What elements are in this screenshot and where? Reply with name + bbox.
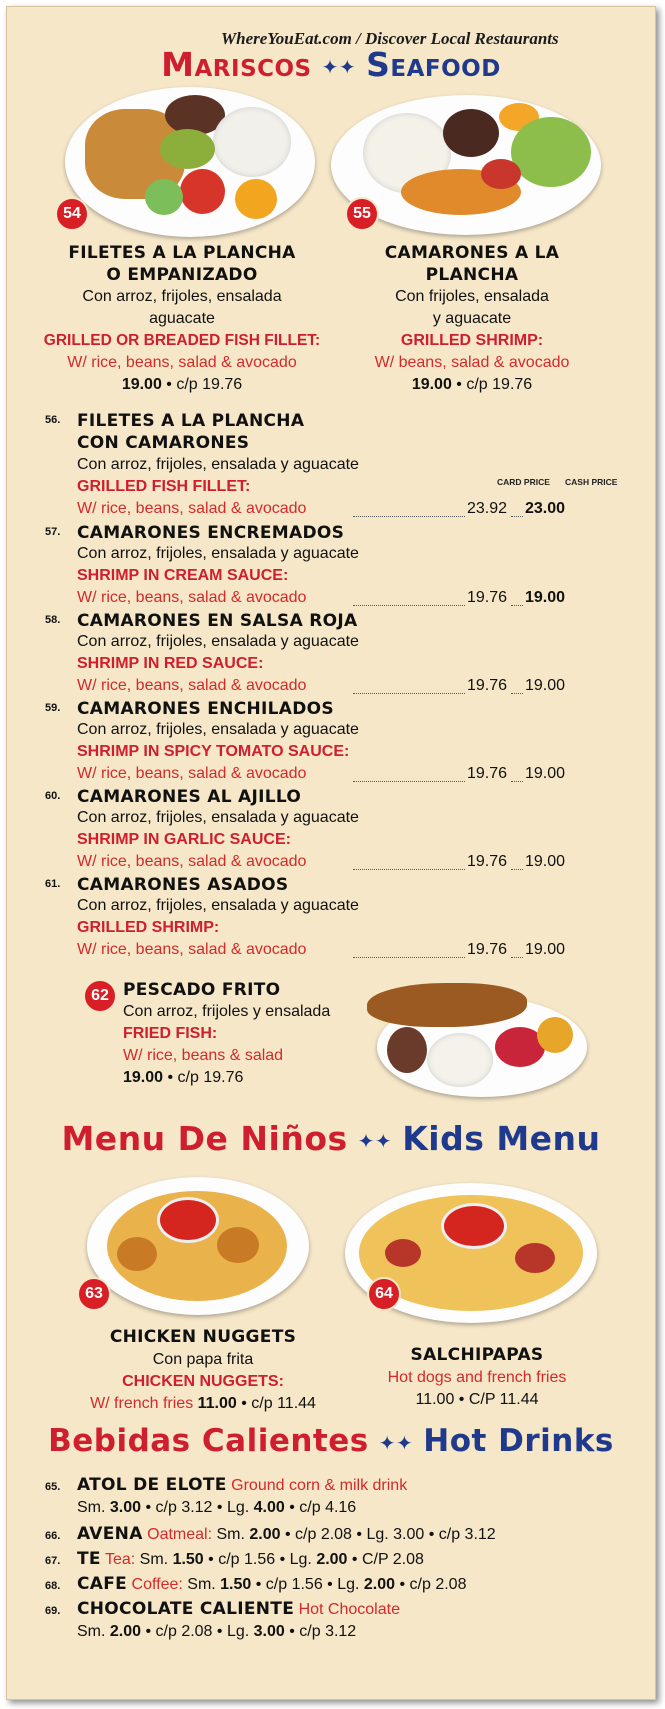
item-name: CAFE [77, 1574, 128, 1594]
item-price: W/ french fries 11.00 • c/p 11.44 [90, 1395, 316, 1412]
watermark: WhereYouEat.com / Discover Local Restaurants [221, 29, 559, 48]
cash-price: 19.00 [525, 853, 566, 870]
featured-item-55 [337, 242, 607, 396]
cash-price-header: CASH PRICE [565, 477, 618, 487]
drink-prices: Sm. 2.00 • c/p 2.08 • Lg. 3.00 • c/p 3.12 [77, 1623, 357, 1640]
cash-price: 19.00 [525, 677, 566, 694]
item-name: FILETES A LA PLANCHA [77, 411, 305, 431]
item-name: TE [77, 1549, 101, 1569]
kids-section-title [7, 1119, 655, 1158]
item-number-badge: 55 [345, 197, 379, 231]
item-description: Con arroz, frijoles, ensalada y aguacate [77, 633, 359, 650]
menu-item-57 [45, 523, 625, 611]
item-number: 58. [45, 614, 61, 626]
kids-item-64 [357, 1343, 597, 1411]
item-price: 11.00 • C/P 11.44 [415, 1391, 539, 1408]
drink-item-67: 67. TE Tea: Sm. 1.50 • c/p 1.56 • Lg. 2.00 • C/P 2.08 [45, 1549, 424, 1569]
kids-item-63 [53, 1325, 353, 1415]
item-number: 61. [45, 878, 61, 890]
drink-item-68: 68. CAFE Coffee: Sm. 1.50 • c/p 1.56 • Lg. 2.00 • c/p 2.08 [45, 1574, 467, 1594]
item-english-name: GRILLED SHRIMP: [77, 919, 220, 936]
stars-icon: ✦✦ [378, 1430, 414, 1455]
item-name: CAMARONES ENCHILADOS [77, 699, 334, 719]
item-english-name: SHRIMP IN CREAM SAUCE: [77, 567, 289, 584]
item-name: ATOL DE ELOTE [77, 1475, 227, 1495]
item-english-name: Ground corn & milk drink [231, 1477, 408, 1494]
menu-item-58 [45, 611, 625, 699]
item-name: CAMARONES ENCREMADOS [77, 523, 345, 543]
item-english-description: W/ beans, salad & avocado [374, 354, 570, 371]
item-number: 60. [45, 790, 61, 802]
item-english-name: FRIED FISH: [123, 1025, 218, 1042]
item-english-name: CHICKEN NUGGETS: [122, 1373, 284, 1390]
item-name: CAMARONES AL AJILLO [77, 787, 302, 807]
chicken-nuggets-plate-image [87, 1177, 309, 1315]
section-title-english: Seafood [366, 45, 501, 84]
menu-item-61 [45, 875, 625, 963]
price-leader [511, 767, 523, 782]
cash-price: 19.00 [525, 765, 566, 782]
cash-price: 19.00 [525, 941, 566, 958]
item-name: PESCADO FRITO [123, 980, 281, 1000]
item-price: 19.00 • c/p 19.76 [121, 376, 243, 393]
item-english-description: W/ rice, beans, salad & avocado [77, 941, 307, 958]
hot-drinks-section-title [7, 1423, 655, 1459]
section-title-english: Kids Menu [402, 1119, 601, 1158]
item-number: 67. [45, 1555, 61, 1567]
item-description: Con arroz, frijoles, ensalada y aguacate [77, 897, 359, 914]
seafood-section-title [7, 45, 655, 84]
item-english-name: SHRIMP IN RED SAUCE: [77, 655, 264, 672]
price-leader [511, 591, 523, 606]
item-number: 57. [45, 526, 61, 538]
item-number: 56. [45, 414, 61, 426]
item-description: Con arroz, frijoles, ensalada y aguacate [77, 456, 359, 473]
stars-icon: ✦✦ [357, 1128, 393, 1153]
item-english-name: Oatmeal: [147, 1526, 213, 1543]
item-english-name: Tea: [104, 1551, 136, 1568]
item-price: 19.00 • c/p 19.76 [411, 376, 533, 393]
item-name: PLANCHA [425, 265, 519, 285]
item-english-description: W/ rice, beans, salad & avocado [77, 853, 307, 870]
menu-item-62 [123, 979, 330, 1089]
card-price: 19.76 [467, 765, 508, 782]
item-description: Con frijoles, ensalada [395, 288, 549, 305]
item-price: 19.00 • c/p 19.76 [123, 1069, 244, 1086]
item-description: Con arroz, frijoles, ensalada y aguacate [77, 721, 359, 738]
item-english-name: GRILLED OR BREADED FISH FILLET: [43, 332, 321, 349]
price-leader [353, 502, 465, 517]
item-number: 65. [45, 1481, 61, 1493]
item-description: Con arroz, frijoles, ensalada y aguacate [77, 809, 359, 826]
card-price: 19.76 [467, 941, 508, 958]
price-leader [511, 502, 523, 517]
item-number-badge: 54 [55, 197, 89, 231]
section-title-spanish: Mariscos [161, 45, 312, 84]
price-leader [511, 943, 523, 958]
item-description: Con arroz, frijoles, ensalada y aguacate [77, 545, 359, 562]
item-name: CAMARONES EN SALSA ROJA [77, 611, 358, 631]
price-leader [511, 679, 523, 694]
item-description: Con arroz, frijoles y ensalada [123, 1003, 331, 1020]
drink-item-66: 66. AVENA Oatmeal: Sm. 2.00 • c/p 2.08 • Lg. 3.00 • c/p 3.12 [45, 1524, 496, 1544]
item-name: CAMARONES A LA [384, 243, 560, 263]
drink-item-69 [45, 1599, 400, 1619]
price-leader [353, 943, 465, 958]
item-name: O EMPANIZADO [106, 265, 258, 285]
price-leader [353, 855, 465, 870]
drink-item-65 [45, 1475, 407, 1495]
item-english-description: W/ rice, beans, salad & avocado [67, 354, 297, 371]
item-number: 59. [45, 702, 61, 714]
item-english-name: GRILLED FISH FILLET: [77, 478, 251, 495]
price-leader [511, 855, 523, 870]
item-english-description: Hot dogs and french fries [387, 1369, 567, 1386]
item-number-badge: 63 [77, 1277, 111, 1311]
item-number: 69. [45, 1605, 61, 1617]
item-name: SALCHIPAPAS [410, 1345, 544, 1365]
item-english-description: W/ rice, beans & salad [123, 1047, 284, 1064]
section-title-english: Hot Drinks [423, 1423, 614, 1459]
cash-price: 19.00 [525, 589, 566, 606]
item-english-description: W/ rice, beans, salad & avocado [77, 500, 307, 517]
section-title-spanish: Menu De Niños [61, 1119, 348, 1158]
section-title-spanish: Bebidas Calientes [48, 1423, 369, 1459]
item-name: AVENA [77, 1524, 143, 1544]
item-name: CAMARONES ASADOS [77, 875, 289, 895]
drink-prices: Sm. 3.00 • c/p 3.12 • Lg. 4.00 • c/p 4.16 [77, 1499, 357, 1516]
item-name: CHOCOLATE CALIENTE [77, 1599, 295, 1619]
card-price: 19.76 [467, 589, 508, 606]
item-english-name: GRILLED SHRIMP: [400, 332, 544, 349]
card-price: 23.92 [467, 500, 508, 517]
item-description: Con arroz, frijoles, ensalada [82, 288, 282, 305]
item-english-name: Coffee: [131, 1576, 183, 1593]
menu-item-56 [45, 411, 625, 521]
item-description: y aguacate [432, 310, 512, 327]
item-description: aguacate [149, 310, 215, 327]
item-name: CON CAMARONES [77, 433, 250, 453]
stars-icon: ✦✦ [321, 54, 357, 79]
item-description: Con papa frita [152, 1351, 254, 1368]
item-english-description: W/ rice, beans, salad & avocado [77, 677, 307, 694]
menu-item-59 [45, 699, 625, 787]
item-english-name: SHRIMP IN SPICY TOMATO SAUCE: [77, 743, 350, 760]
item-number: 68. [45, 1580, 61, 1592]
item-number-badge: 62 [83, 979, 117, 1013]
fish-fillet-plate-image [65, 87, 315, 237]
price-leader [353, 591, 465, 606]
cash-price: 23.00 [525, 500, 566, 517]
card-price-header: CARD PRICE [497, 477, 550, 487]
item-english-name: Hot Chocolate [298, 1601, 400, 1618]
item-english-description: W/ rice, beans, salad & avocado [77, 765, 307, 782]
item-name: FILETES A LA PLANCHA [68, 243, 296, 263]
item-english-description: W/ rice, beans, salad & avocado [77, 589, 307, 606]
price-leader [353, 679, 465, 694]
featured-item-54 [37, 242, 327, 396]
item-number: 66. [45, 1530, 61, 1542]
item-number-badge: 64 [367, 1277, 401, 1311]
item-english-name: SHRIMP IN GARLIC SAUCE: [77, 831, 291, 848]
item-name: CHICKEN NUGGETS [109, 1327, 297, 1347]
fried-fish-plate-image [377, 997, 587, 1097]
menu-item-60 [45, 787, 625, 875]
price-leader [353, 767, 465, 782]
card-price: 19.76 [467, 677, 508, 694]
menu-page [6, 6, 656, 1700]
card-price: 19.76 [467, 853, 508, 870]
